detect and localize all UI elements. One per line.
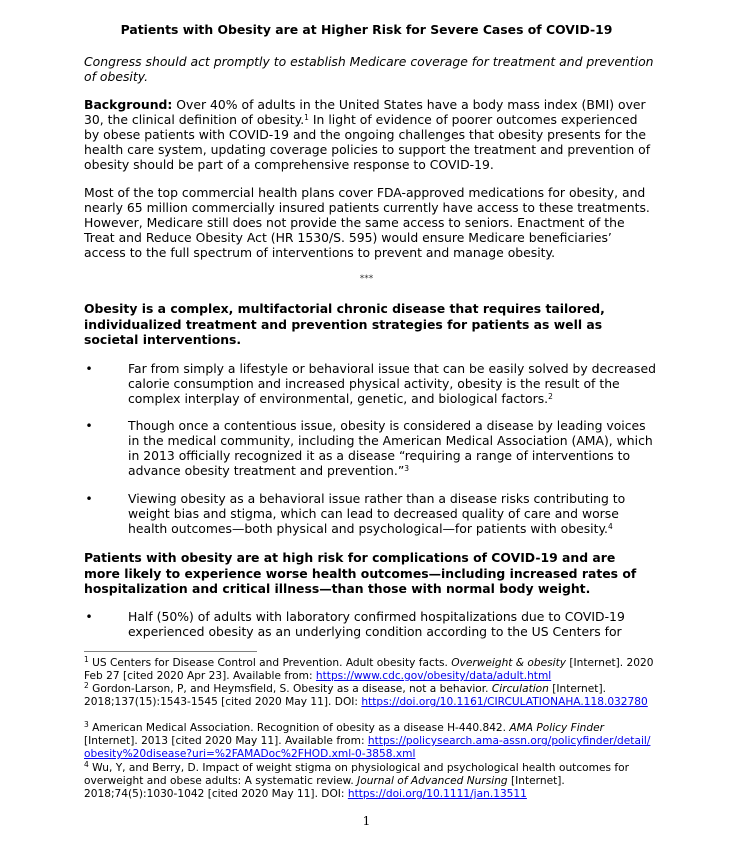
footnote-1-link[interactable]: https://www.cdc.gov/obesity/data/adult.html <box>315 670 552 682</box>
footnote-2-link[interactable]: https://doi.org/10.1161/CIRCULATIONAHA.118.032780 <box>361 696 648 708</box>
document-title: Patients with Obesity are at Higher Risk for Severe Cases of COVID-19 <box>120 22 613 37</box>
footnote-4: $^4$ Wu, Y, and Berry, D. Impact of weight stigma on physiological and psychological health outcomes for overweight and obese adults: A systematic review. Journal of Advanced Nursing [Internet]. 2018;74(5):1030-1042 [cited 2020 May 11]. DOI: https://doi.org/10.1111/jan.13511 <box>84 760 629 800</box>
footnote-ref-3[interactable]: 3 <box>404 464 410 473</box>
bullet-icon: • <box>85 418 93 433</box>
footnote-ref-4[interactable]: 4 <box>607 522 613 531</box>
footnote-ref-1[interactable]: 1 <box>304 113 309 122</box>
background-paragraph: Background: Over 40% of adults in the United States have a body mass index (BMI) over 30, the clinical definition of obesity.$^1$ In light of evidence of poorer outcomes experienced by obese patients with COVID-19 and the ongoing challenges that obesity presents for the health care system, updating coverage policies to support the treatment and prevention of obesity should be part of a comprehensive response to COVID-19. <box>84 97 651 172</box>
bullet-icon: • <box>85 491 93 506</box>
footnote-3: $^3$ American Medical Association. Recognition of obesity as a disease H-440.842. AMA Policy Finder [Internet]. 2013 [cited 2020 May 11]. Available from: https://policysearch.ama-assn.org/policyfinder/detail/obesity%20disease?uri=%2FAMADoc%2FHOD.xml-0-3858.xml <box>84 720 651 760</box>
footnote-ref-2[interactable]: 2 <box>548 392 553 401</box>
medicare-paragraph: Most of the top commercial health plans cover FDA-approved medications for obesity, and nearly 65 million commercially insured patients currently have access to these treatments. However, Medicare still does not provide the same access to seniors. Enactment of the Treat and Reduce Obesity Act (HR 1530/S. 595) would ensure Medicare beneficiaries’ access to the full spectrum of interventions to prevent and manage obesity. <box>84 185 650 260</box>
page-number: 1 <box>362 814 371 828</box>
footnote-4-link[interactable]: https://doi.org/10.1111/jan.13511 <box>347 788 527 800</box>
bullet-icon: • <box>85 361 93 376</box>
footnote-2: $^2$ Gordon-Larson, P, and Heymsfield, S. Obesity as a disease, not a behavior. Circulation [Internet]. 2018;137(15):1543-1545 [cited 2020 May 11]. DOI: https://doi.org/10.1161/CIRCULATIONAHA.118.032780 <box>84 681 648 708</box>
subtitle: Congress should act promptly to establish Medicare coverage for treatment and prevention of obesity. <box>84 54 654 84</box>
section-heading-obesity-disease: Obesity is a complex, multifactorial chronic disease that requires tailored, individualized treatment and prevention strategies for patients as well as societal interventions. <box>84 301 605 347</box>
background-label: Background: <box>84 97 173 112</box>
footnote-1: $^1$ US Centers for Disease Control and Prevention. Adult obesity facts. Overweight & obesity [Internet]. 2020 Feb 27 [cited 2020 Apr 23]. Available from: https://www.cdc.gov/obesity/data/adult.html <box>84 655 654 682</box>
bullet-icon: • <box>85 609 93 624</box>
section-heading-covid-risk: Patients with obesity are at high risk for complications of COVID-19 and are more likely to experience worse health outcomes—including increased rates of hospitalization and critical illness—than those with normal body weight. <box>84 550 637 596</box>
footnote-divider <box>84 651 257 652</box>
footnote-3-link[interactable]: https://policysearch.ama-assn.org/policyfinder/detail/obesity%20disease?uri=%2FAMADoc%2FHOD.xml-0-3858.xml <box>84 735 651 760</box>
section-separator: *** <box>359 274 374 284</box>
